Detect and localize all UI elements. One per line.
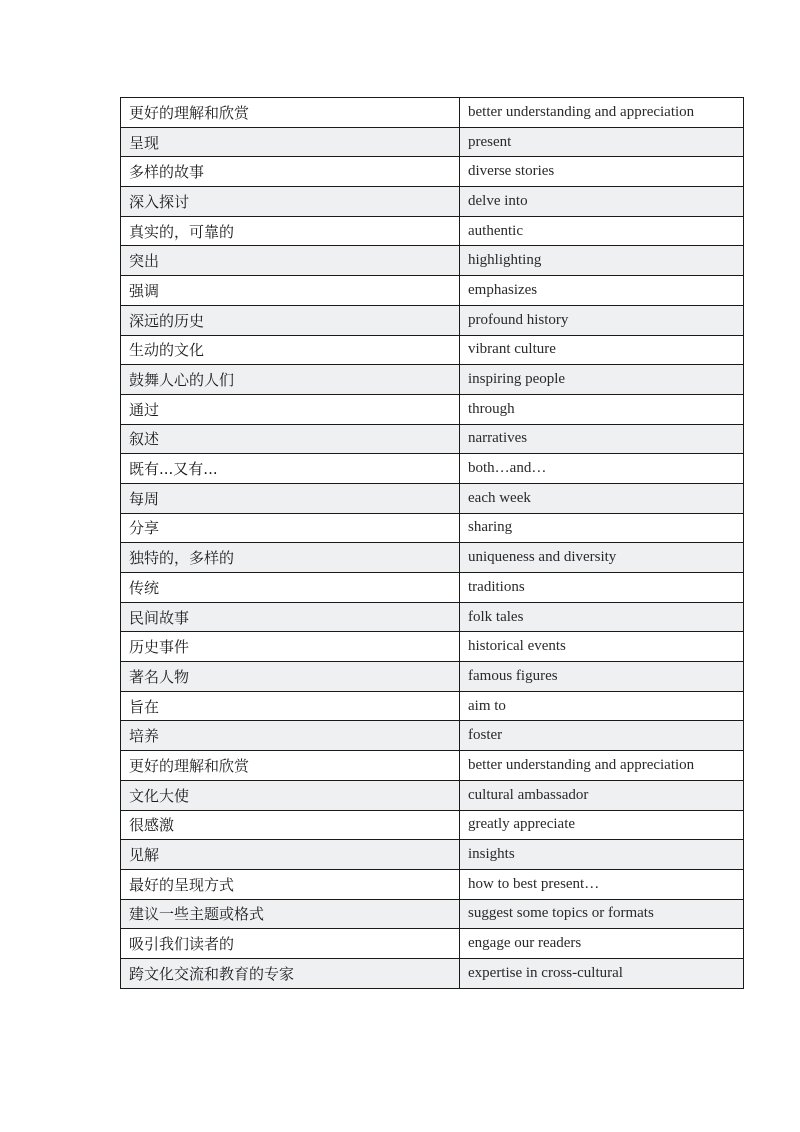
english-term-cell: authentic	[460, 216, 744, 246]
chinese-term-cell: 分享	[121, 513, 460, 543]
chinese-term-cell: 叙述	[121, 424, 460, 454]
english-term-cell: expertise in cross-cultural	[460, 958, 744, 988]
vocab-row	[121, 187, 744, 217]
chinese-term-cell: 著名人物	[121, 662, 460, 692]
vocab-row	[121, 454, 744, 484]
vocab-row	[121, 483, 744, 513]
english-term-cell: delve into	[460, 187, 744, 217]
chinese-term-cell: 旨在	[121, 691, 460, 721]
english-term-cell: aim to	[460, 691, 744, 721]
chinese-term-cell: 多样的故事	[121, 157, 460, 187]
chinese-term-cell: 民间故事	[121, 602, 460, 632]
chinese-term-cell: 强调	[121, 276, 460, 306]
chinese-term-cell: 通过	[121, 394, 460, 424]
vocab-row	[121, 869, 744, 899]
english-term-cell: highlighting	[460, 246, 744, 276]
english-term-cell: sharing	[460, 513, 744, 543]
english-term-cell: each week	[460, 483, 744, 513]
english-term-cell: engage our readers	[460, 929, 744, 959]
chinese-term-cell: 见解	[121, 840, 460, 870]
vocab-row	[121, 780, 744, 810]
english-term-cell: better understanding and appreciation	[460, 751, 744, 781]
chinese-term-cell: 鼓舞人心的人们	[121, 365, 460, 395]
vocab-row	[121, 513, 744, 543]
vocab-row	[121, 305, 744, 335]
english-term-cell: uniqueness and diversity	[460, 543, 744, 573]
chinese-term-cell: 最好的呈现方式	[121, 869, 460, 899]
chinese-term-cell: 呈现	[121, 127, 460, 157]
chinese-term-cell: 更好的理解和欣赏	[121, 751, 460, 781]
chinese-term-cell: 既有...又有...	[121, 454, 460, 484]
chinese-term-cell: 很感激	[121, 810, 460, 840]
chinese-term-cell: 吸引我们读者的	[121, 929, 460, 959]
chinese-term-cell: 建议一些主题或格式	[121, 899, 460, 929]
vocab-row	[121, 394, 744, 424]
vocab-row	[121, 573, 744, 603]
english-term-cell: emphasizes	[460, 276, 744, 306]
english-term-cell: suggest some topics or formats	[460, 899, 744, 929]
vocab-row	[121, 810, 744, 840]
vocabulary-table	[120, 97, 744, 989]
vocab-row	[121, 157, 744, 187]
vocab-row	[121, 840, 744, 870]
english-term-cell: through	[460, 394, 744, 424]
chinese-term-cell: 历史事件	[121, 632, 460, 662]
vocab-row	[121, 662, 744, 692]
vocab-row	[121, 721, 744, 751]
english-term-cell: foster	[460, 721, 744, 751]
vocab-row	[121, 751, 744, 781]
vocab-row	[121, 424, 744, 454]
vocab-row	[121, 365, 744, 395]
chinese-term-cell: 独特的，多样的	[121, 543, 460, 573]
chinese-term-cell: 深入探讨	[121, 187, 460, 217]
vocab-row	[121, 216, 744, 246]
vocab-row	[121, 543, 744, 573]
vocab-row	[121, 246, 744, 276]
english-term-cell: both…and…	[460, 454, 744, 484]
english-term-cell: narratives	[460, 424, 744, 454]
chinese-term-cell: 培养	[121, 721, 460, 751]
chinese-term-cell: 每周	[121, 483, 460, 513]
vocab-row	[121, 602, 744, 632]
vocab-row	[121, 98, 744, 128]
english-term-cell: insights	[460, 840, 744, 870]
english-term-cell: folk tales	[460, 602, 744, 632]
english-term-cell: better understanding and appreciation	[460, 98, 744, 128]
chinese-term-cell: 传统	[121, 573, 460, 603]
chinese-term-cell: 真实的，可靠的	[121, 216, 460, 246]
english-term-cell: cultural ambassador	[460, 780, 744, 810]
vocab-row	[121, 276, 744, 306]
chinese-term-cell: 跨文化交流和教育的专家	[121, 958, 460, 988]
chinese-term-cell: 深远的历史	[121, 305, 460, 335]
english-term-cell: famous figures	[460, 662, 744, 692]
english-term-cell: greatly appreciate	[460, 810, 744, 840]
vocab-row	[121, 691, 744, 721]
english-term-cell: diverse stories	[460, 157, 744, 187]
english-term-cell: historical events	[460, 632, 744, 662]
vocab-row	[121, 127, 744, 157]
chinese-term-cell: 生动的文化	[121, 335, 460, 365]
vocab-row	[121, 335, 744, 365]
english-term-cell: how to best present…	[460, 869, 744, 899]
english-term-cell: vibrant culture	[460, 335, 744, 365]
english-term-cell: profound history	[460, 305, 744, 335]
english-term-cell: inspiring people	[460, 365, 744, 395]
english-term-cell: traditions	[460, 573, 744, 603]
vocab-row	[121, 958, 744, 988]
chinese-term-cell: 更好的理解和欣赏	[121, 98, 460, 128]
english-term-cell: present	[460, 127, 744, 157]
vocab-row	[121, 632, 744, 662]
vocab-row	[121, 929, 744, 959]
chinese-term-cell: 文化大使	[121, 780, 460, 810]
vocab-row	[121, 899, 744, 929]
vocabulary-table-body	[121, 98, 744, 989]
chinese-term-cell: 突出	[121, 246, 460, 276]
